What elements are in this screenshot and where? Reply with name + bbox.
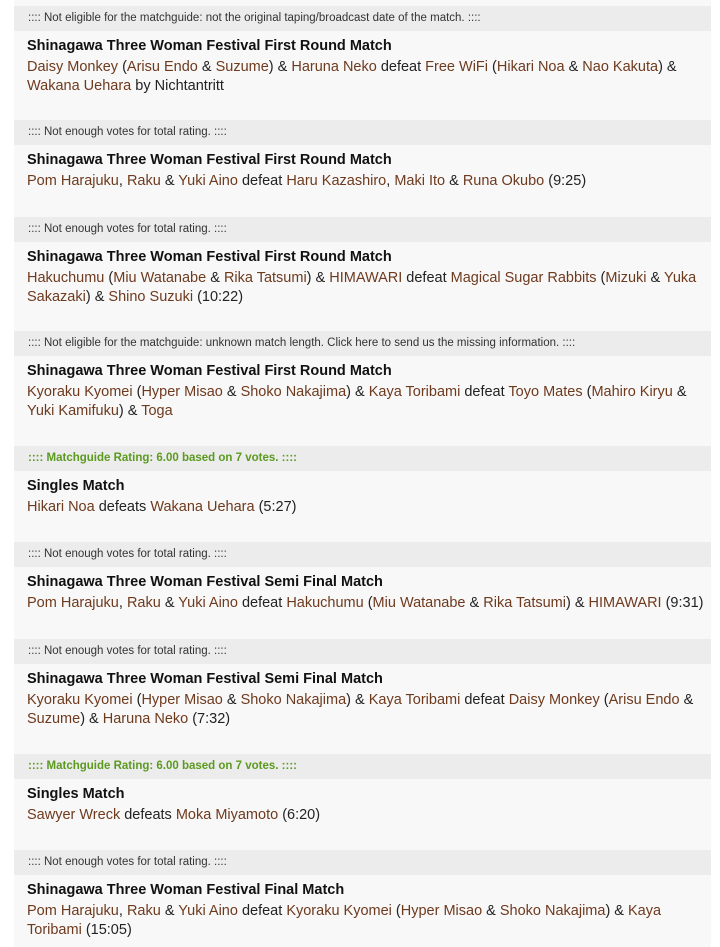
wrestler-link[interactable]: Runa Okubo	[462, 173, 545, 189]
wrestler-link[interactable]: Nao Kakuta	[582, 59, 659, 75]
wrestler-link[interactable]: Miu Watanabe	[372, 595, 466, 611]
match-text: (10:22)	[193, 289, 244, 305]
match-text: defeat	[402, 270, 451, 286]
match-rating-status: :::: Not enough votes for total rating. ::::	[14, 120, 711, 145]
wrestler-link[interactable]: Sawyer Wreck	[27, 807, 121, 823]
match-type-title: Shinagawa Three Woman Festival First Round Match	[27, 152, 392, 168]
match-type-title: Shinagawa Three Woman Festival First Round Match	[27, 249, 392, 265]
match-text: &	[445, 173, 463, 189]
match-rating-status: :::: Not enough votes for total rating. ::::	[14, 850, 711, 875]
wrestler-link[interactable]: Raku	[126, 595, 161, 611]
match-participants	[27, 806, 707, 825]
wrestler-link[interactable]: HIMAWARI	[588, 595, 662, 611]
wrestler-link[interactable]: Haru Kazashiro	[286, 173, 387, 189]
wrestler-link[interactable]: Pom Harajuku	[27, 173, 119, 189]
match-text: (	[118, 59, 127, 75]
match-text: &	[465, 595, 484, 611]
match-participants	[27, 902, 707, 940]
wrestler-link[interactable]: Hikari Noa	[27, 499, 95, 515]
match-rating-status-link[interactable]: :::: Not eligible for the matchguide: unknown match length. Click here to send us the missing information. ::::	[14, 331, 711, 356]
wrestler-link[interactable]: Kaya Toribami	[368, 692, 461, 708]
match-text: (5:27)	[254, 499, 297, 515]
match-text: ,	[118, 903, 127, 919]
match-text: &	[197, 59, 216, 75]
wrestler-link[interactable]: Yuki Aino	[178, 903, 238, 919]
match-text: ) &	[80, 711, 103, 727]
match-text: defeats	[94, 499, 151, 515]
match-participants	[27, 172, 707, 191]
match-type-title: Shinagawa Three Woman Festival Semi Final Match	[27, 574, 383, 590]
wrestler-link[interactable]: Hakuchumu	[286, 595, 364, 611]
wrestler-link[interactable]: Yuki Aino	[178, 595, 238, 611]
wrestler-link[interactable]: Arisu Endo	[126, 59, 198, 75]
wrestler-link[interactable]: Daisy Monkey	[27, 59, 119, 75]
match-text: ) &	[605, 903, 629, 919]
match-text: (	[132, 692, 142, 708]
match-text: defeat	[376, 59, 426, 75]
wrestler-link[interactable]: Shoko Nakajima	[499, 903, 606, 919]
match-text: ) &	[306, 270, 330, 286]
wrestler-link[interactable]: Pom Harajuku	[27, 903, 119, 919]
match-rating-status: :::: Not enough votes for total rating. ::::	[14, 217, 711, 242]
wrestler-link[interactable]: Yuki Kamifuku	[27, 403, 119, 419]
wrestler-link[interactable]: Toyo Mates	[508, 384, 583, 400]
match-type-title: Shinagawa Three Woman Festival Final Match	[27, 882, 345, 898]
wrestler-link[interactable]: Kyoraku Kyomei	[286, 903, 392, 919]
match-rating-status: :::: Matchguide Rating: 6.00 based on 7 votes. ::::	[14, 754, 711, 779]
match-type-title: Shinagawa Three Woman Festival First Round Match	[27, 38, 392, 54]
match-type-title: Shinagawa Three Woman Festival First Round Match	[27, 363, 392, 379]
wrestler-link[interactable]: Hakuchumu	[27, 270, 105, 286]
match-text: ,	[386, 173, 395, 189]
match-entry	[14, 217, 711, 307]
wrestler-link[interactable]: Magical Sugar Rabbits	[450, 270, 597, 286]
wrestler-link[interactable]: Kyoraku Kyomei	[27, 384, 133, 400]
wrestler-link[interactable]: Shino Suzuki	[108, 289, 194, 305]
match-text: &	[160, 595, 179, 611]
match-entry	[14, 754, 711, 825]
match-text: &	[160, 173, 179, 189]
wrestler-link[interactable]: Daisy Monkey	[508, 692, 600, 708]
match-rating-status: :::: Not enough votes for total rating. ::::	[14, 639, 711, 664]
wrestler-link[interactable]: Hyper Misao	[141, 384, 223, 400]
match-entry	[14, 850, 711, 940]
match-text: &	[482, 903, 500, 919]
match-text: (	[104, 270, 114, 286]
match-entry	[14, 6, 711, 96]
wrestler-link[interactable]: Rika Tatsumi	[483, 595, 566, 611]
wrestler-link[interactable]: Kaya Toribami	[368, 384, 461, 400]
match-rating-status: :::: Matchguide Rating: 6.00 based on 7 votes. ::::	[14, 446, 711, 471]
match-text: &	[222, 384, 241, 400]
wrestler-link[interactable]: Haruna Neko	[291, 59, 377, 75]
match-entry	[14, 446, 711, 517]
match-participants	[27, 594, 707, 613]
wrestler-link[interactable]: Hyper Misao	[400, 903, 483, 919]
match-text: (	[391, 903, 401, 919]
match-text: (15:05)	[81, 922, 132, 938]
wrestler-link[interactable]: Miu Watanabe	[113, 270, 207, 286]
wrestler-link[interactable]: Raku	[126, 903, 161, 919]
match-participants	[27, 269, 707, 307]
match-text: (9:31)	[661, 595, 704, 611]
match-text: &	[679, 692, 694, 708]
wrestler-link[interactable]: Shoko Nakajima	[240, 384, 347, 400]
wrestler-link[interactable]: Hikari Noa	[496, 59, 565, 75]
match-text: (	[488, 59, 497, 75]
wrestler-link[interactable]: Mizuki	[605, 270, 647, 286]
match-text: ) &	[346, 692, 369, 708]
match-text: defeats	[120, 807, 176, 823]
match-text: &	[206, 270, 224, 286]
wrestler-link[interactable]: Suzume	[27, 711, 81, 727]
match-text: (6:20)	[278, 807, 321, 823]
match-text: by Nichtantritt	[131, 78, 224, 94]
match-text: &	[160, 903, 179, 919]
match-participants	[27, 498, 707, 517]
match-participants	[27, 383, 707, 421]
wrestler-link[interactable]: Wakana Uehara	[27, 78, 132, 94]
match-text: defeat	[237, 903, 287, 919]
match-text: &	[672, 384, 687, 400]
wrestler-link[interactable]: Kyoraku Kyomei	[27, 692, 133, 708]
match-text: ) &	[85, 289, 109, 305]
match-text: (	[582, 384, 592, 400]
match-entry	[14, 331, 711, 421]
match-card-list	[14, 0, 711, 947]
match-text: ,	[118, 173, 127, 189]
wrestler-link[interactable]: Yuka Sakazaki	[27, 270, 697, 305]
match-type-title: Singles Match	[27, 786, 125, 802]
wrestler-link[interactable]: Arisu Endo	[608, 692, 680, 708]
wrestler-link[interactable]: Shoko Nakajima	[240, 692, 347, 708]
wrestler-link[interactable]: Free WiFi	[425, 59, 489, 75]
match-text: (	[363, 595, 373, 611]
match-entry	[14, 542, 711, 613]
match-text: defeat	[237, 595, 287, 611]
wrestler-link[interactable]: Raku	[126, 173, 161, 189]
match-text: ) &	[565, 595, 589, 611]
match-text: defeat	[237, 173, 287, 189]
wrestler-link[interactable]: Yuki Aino	[178, 173, 238, 189]
match-text: ,	[118, 595, 127, 611]
match-participants	[27, 58, 707, 96]
wrestler-link[interactable]: Toga	[141, 403, 173, 419]
match-participants	[27, 691, 707, 729]
wrestler-link[interactable]: Maki Ito	[394, 173, 446, 189]
wrestler-link[interactable]: Pom Harajuku	[27, 595, 119, 611]
match-text: ) &	[118, 403, 142, 419]
match-text: (	[599, 692, 609, 708]
wrestler-link[interactable]: Rika Tatsumi	[223, 270, 307, 286]
wrestler-link[interactable]: Mahiro Kiryu	[591, 384, 673, 400]
wrestler-link[interactable]: Suzume	[215, 59, 269, 75]
match-text: ) &	[658, 59, 677, 75]
match-text: defeat	[460, 692, 509, 708]
match-text: &	[646, 270, 664, 286]
match-text: ) &	[268, 59, 292, 75]
match-text: (	[132, 384, 142, 400]
match-rating-status: :::: Not enough votes for total rating. ::::	[14, 542, 711, 567]
wrestler-link[interactable]: Haruna Neko	[102, 711, 189, 727]
match-rating-status: :::: Not eligible for the matchguide: not the original taping/broadcast date of the match. ::::	[14, 6, 711, 31]
wrestler-link[interactable]: Wakana Uehara	[150, 499, 255, 515]
match-text: ) &	[346, 384, 369, 400]
match-text: &	[564, 59, 583, 75]
match-type-title: Shinagawa Three Woman Festival Semi Final Match	[27, 671, 383, 687]
match-entry	[14, 639, 711, 729]
match-text: &	[222, 692, 241, 708]
match-text: defeat	[460, 384, 509, 400]
match-text: (	[596, 270, 606, 286]
match-entry	[14, 120, 711, 191]
match-type-title: Singles Match	[27, 478, 125, 494]
match-text: (9:25)	[544, 173, 587, 189]
wrestler-link[interactable]: Kaya Toribami	[27, 903, 662, 938]
wrestler-link[interactable]: Hyper Misao	[141, 692, 223, 708]
wrestler-link[interactable]: Moka Miyamoto	[175, 807, 279, 823]
wrestler-link[interactable]: HIMAWARI	[329, 270, 403, 286]
match-text: (7:32)	[188, 711, 231, 727]
